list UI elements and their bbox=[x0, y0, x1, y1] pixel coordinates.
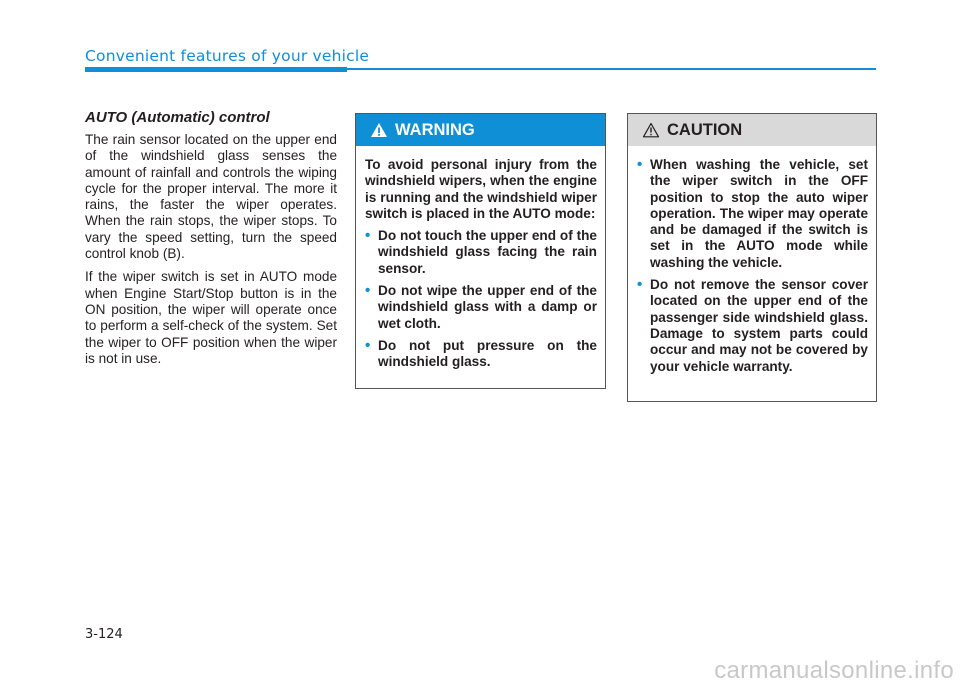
caution-box bbox=[627, 113, 877, 402]
list-item: • Do not put pressure on the windshield glass. bbox=[365, 336, 597, 370]
warning-header bbox=[356, 114, 605, 146]
section-title: Convenient features of your vehicle bbox=[85, 47, 370, 65]
list-item: • Do not wipe the upper end of the windshield glass with a damp or wet cloth. bbox=[365, 282, 597, 331]
bullet-dot-icon: • bbox=[637, 156, 643, 173]
caution-header bbox=[628, 114, 876, 146]
auto-control-heading: AUTO (Automatic) control bbox=[85, 109, 270, 126]
watermark: carmanualsonline.info bbox=[714, 657, 954, 684]
bullet-dot-icon: • bbox=[637, 276, 643, 294]
caution-triangle-icon bbox=[642, 122, 660, 138]
warning-body bbox=[356, 146, 605, 371]
body-paragraph: If the wiper switch is set in AUTO mode when Engine Start/Stop button is in the ON position, the wiper will operate once to perform a self-check of the system. Set the wiper to OFF position when the wiper is not in use. bbox=[85, 269, 337, 366]
list-item: • Do not remove the sensor cover located on the upper end of the passenger side windshield glass. Damage to system parts could occur and may not be covered by your vehicle warranty. bbox=[637, 276, 868, 374]
body-paragraph: The rain sensor located on the upper end of the windshield glass senses the amount of rainfall and controls the wiping cycle for the proper interval. The more it rains, the faster the wiper operates. When the rain stops, the wiper stops. To vary the speed setting, turn the speed control knob (B). bbox=[85, 132, 337, 262]
body-column bbox=[85, 109, 337, 374]
bullet-dot-icon: • bbox=[365, 282, 371, 300]
bullet-dot-icon: • bbox=[365, 227, 371, 245]
warning-label: WARNING bbox=[395, 120, 475, 139]
list-item: • When washing the vehicle, set the wiper switch in the OFF position to stop the auto wiper operation. The wiper may operate and be damaged if the switch is set in the AUTO mode while washing the vehicle. bbox=[637, 156, 868, 270]
header-rule-thin bbox=[347, 68, 876, 70]
caution-label: CAUTION bbox=[667, 120, 743, 139]
page-number: 3-124 bbox=[85, 627, 123, 642]
warning-intro: To avoid personal injury from the windshield wipers, when the engine is running and the windshield wiper switch is placed in the AUTO mode: bbox=[365, 157, 597, 221]
header-rule-thick bbox=[85, 67, 347, 72]
caution-list bbox=[637, 157, 868, 375]
bullet-dot-icon: • bbox=[365, 336, 371, 354]
warning-box bbox=[355, 113, 606, 389]
warning-triangle-icon bbox=[370, 122, 388, 138]
warning-list bbox=[365, 228, 597, 370]
list-item: • Do not touch the upper end of the windshield glass facing the rain sensor. bbox=[365, 227, 597, 276]
caution-body bbox=[628, 146, 876, 375]
